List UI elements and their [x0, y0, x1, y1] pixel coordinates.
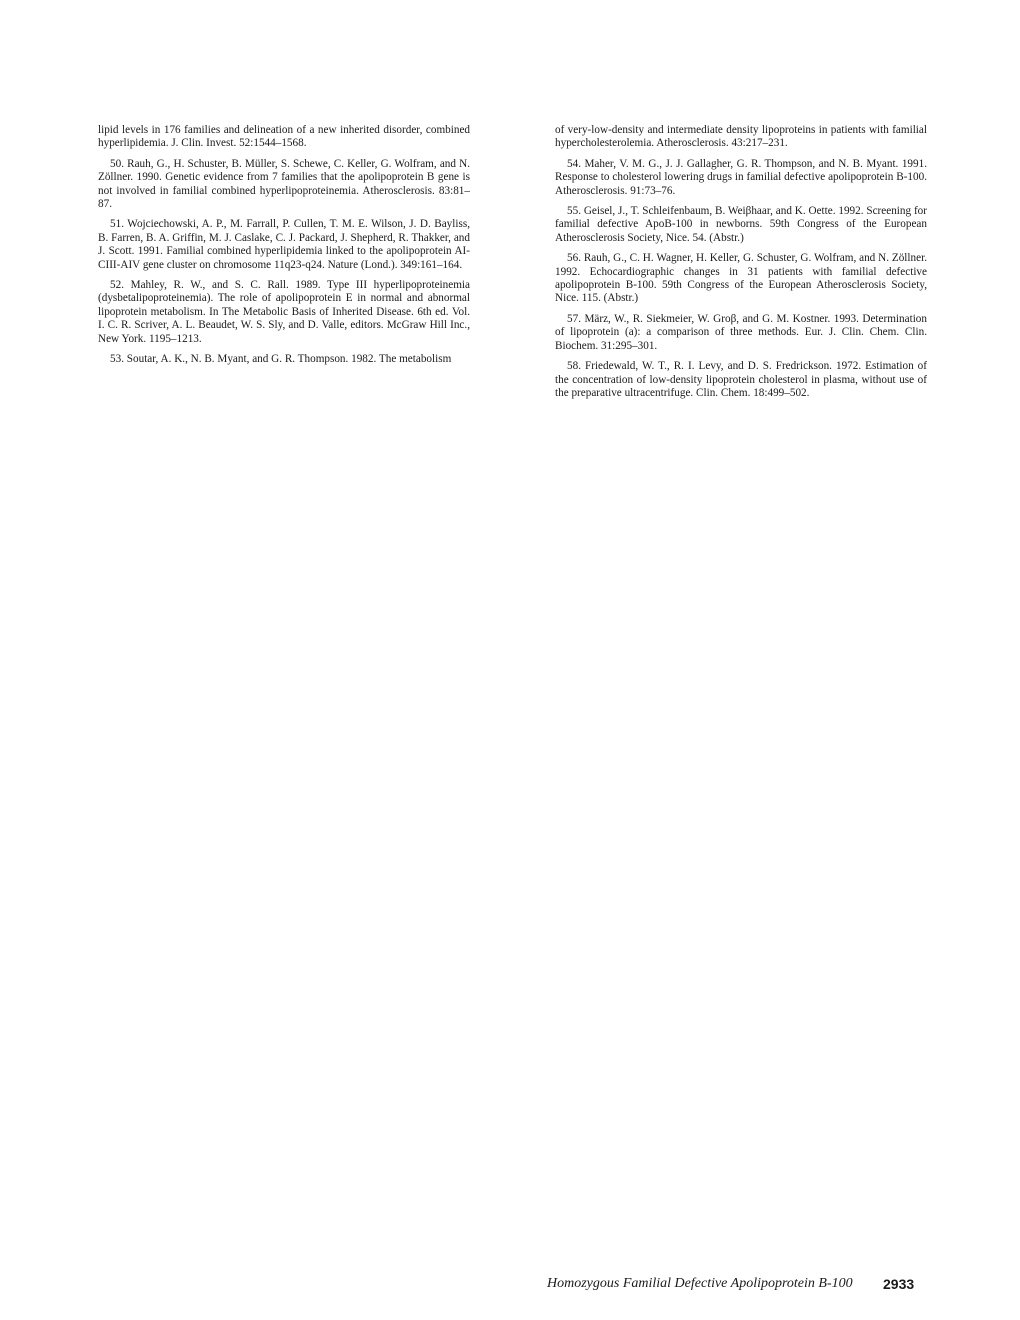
page-footer [547, 1276, 922, 1292]
references-right-column [555, 124, 927, 407]
reference-53: 53. Soutar, A. K., N. B. Myant, and G. R. Thompson. 1982. The metabolism [110, 353, 452, 366]
reference-54: 54. Maher, V. M. G., J. J. Gallagher, G. R. Thompson, and N. B. Myant. 1991. Response to cholesterol lowering drugs in familial defective apolipoprotein B-100. Atherosclerosis. 91:73–76. [555, 157, 927, 197]
reference-52: 52. Mahley, R. W., and S. C. Rall. 1989. Type III hyperlipoproteinemia (dysbetalipoproteinemia). The role of apolipoprotein E in normal and abnormal lipoprotein metabolism. In The Metabolic Basis of Inherited Disease. 6th ed. Vol. I. C. R. Scriver, A. L. Beaudet, W. S. Sly, and D. Valle, editors. McGraw Hill Inc., New York. 1195–1213. [98, 279, 470, 345]
reference-50: 50. Rauh, G., H. Schuster, B. Müller, S. Schewe, C. Keller, G. Wolfram, and N. Zöllner. 1990. Genetic evidence from 7 families that the apolipoprotein B gene is not involved in familial combined hyperlipoproteinemia. Atherosclerosis. 83:81–87. [98, 157, 470, 211]
page-number: 2933 [883, 1276, 915, 1292]
reference-53-continued: of very-low-density and intermediate density lipoproteins in patients with familial hypercholesterolemia. Atherosclerosis. 43:217–231. [555, 124, 927, 150]
references-left-column [98, 124, 470, 374]
reference-57: 57. März, W., R. Siekmeier, W. Groβ, and G. M. Kostner. 1993. Determination of lipoprotein (a): a comparison of three methods. Eur. J. Clin. Chem. Clin. Biochem. 31:295–301. [555, 312, 927, 352]
running-title: Homozygous Familial Defective Apolipoprotein B-100 [547, 1276, 853, 1291]
reference-56: 56. Rauh, G., C. H. Wagner, H. Keller, G. Schuster, G. Wolfram, and N. Zöllner. 1992. Echocardiographic changes in 31 patients with familial defective apolipoprotein B-100. 59th Congress of the European Atherosclerosis Society, Nice. 115. (Abstr.) [555, 252, 927, 305]
reference-51: 51. Wojciechowski, A. P., M. Farrall, P. Cullen, T. M. E. Wilson, J. D. Bayliss, B. Farren, B. A. Griffin, M. J. Caslake, C. J. Packard, J. Shepherd, R. Thakker, and J. Scott. 1991. Familial combined hyperlipidemia linked to the apolipoprotein AI-CIII-AIV gene cluster on chromosome 11q23-q24. Nature (Lond.). 349:161–164. [98, 218, 470, 271]
reference-55: 55. Geisel, J., T. Schleifenbaum, B. Weiβhaar, and K. Oette. 1992. Screening for familial defective ApoB-100 in newborns. 59th Congress of the European Atherosclerosis Society, Nice. 54. (Abstr.) [555, 205, 927, 244]
reference-49-continued: lipid levels in 176 families and delineation of a new inherited disorder, combined hyperlipidemia. J. Clin. Invest. 52:1544–1568. [98, 124, 470, 150]
reference-58: 58. Friedewald, W. T., R. I. Levy, and D. S. Fredrickson. 1972. Estimation of the concentration of low-density lipoprotein cholesterol in plasma, without use of the preparative ultracentrifuge. Clin. Chem. 18:499–502. [555, 360, 927, 399]
